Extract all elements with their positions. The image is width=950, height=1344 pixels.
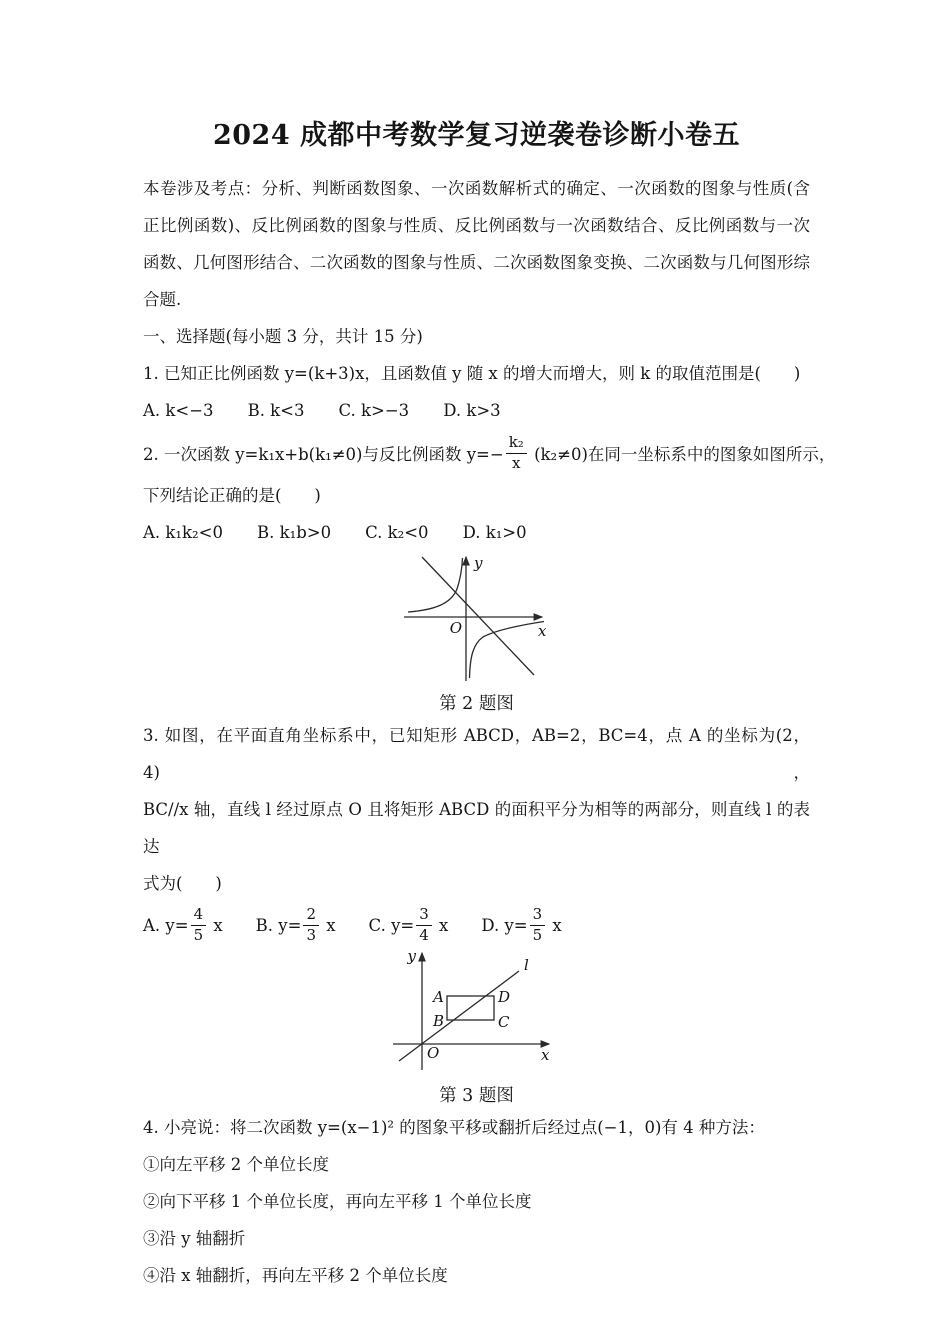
q3-option-a <box>143 905 223 945</box>
q3-option-a-pre: A. y= <box>143 915 189 935</box>
q3-graph <box>389 948 564 1083</box>
line-l-label: l <box>524 956 529 974</box>
q3-options <box>143 902 810 948</box>
q4-method-2: ②向下平移 1 个单位长度，再向左平移 1 个单位长度 <box>143 1192 532 1211</box>
q2-fraction-denominator: x <box>512 453 521 472</box>
q3-option-d-pre: D. y= <box>481 915 528 935</box>
intro-line-4: 合题. <box>143 290 182 309</box>
q1-stem: 1. 已知正比例函数 y=(k+3)x，且函数值 y 随 x 的增大而增大，则 k 的取值范围是( ) <box>143 364 801 383</box>
q3-option-d-denominator: 5 <box>532 925 543 944</box>
q2-fraction <box>506 433 527 473</box>
q3-option-c-post: x <box>433 915 449 935</box>
x-axis-label: x <box>541 1046 550 1064</box>
intro-line-2: 正比例函数)、反比例函数的图象与性质、反比例函数与一次函数结合、反比例函数与一次 <box>143 216 810 235</box>
question-2 <box>143 429 836 717</box>
corner-c-label: C <box>498 1013 510 1031</box>
q3-option-b-numerator: 2 <box>303 905 319 926</box>
q2-option-b: B. k₁b>0 <box>256 523 332 542</box>
linear-function-line <box>422 557 534 675</box>
origin-label: O <box>449 619 462 637</box>
q4-stem: 4. 小亮说：将二次函数 y=(x−1)² 的图象平移或翻折后经过点(−1，0)有 4 种方法： <box>143 1118 765 1137</box>
question-3 <box>143 717 810 1109</box>
question-1 <box>143 355 810 429</box>
q2-options <box>143 514 810 551</box>
origin-label: O <box>427 1044 440 1062</box>
q4-method-3: ③沿 y 轴翻折 <box>143 1229 246 1248</box>
hyperbola-branch-q2-upper <box>408 558 463 612</box>
intro-line-1: 本卷涉及考点：分析、判断函数图象、一次函数解析式的确定、一次函数的图象与性质(含 <box>143 179 810 198</box>
q3-option-a-denominator: 5 <box>193 925 204 944</box>
q1-option-b: B. k<3 <box>247 401 305 420</box>
q2-option-a: A. k₁k₂<0 <box>143 523 223 542</box>
corner-a-label: A <box>433 988 444 1006</box>
q2-stem-suffix: (k₂≠0)在同一坐标系中的图象如图所示， <box>528 445 836 464</box>
q3-option-d-fraction <box>530 905 546 945</box>
q3-option-a-post: x <box>208 915 223 935</box>
q1-option-c: C. k>−3 <box>338 401 410 420</box>
q3-figure-caption: 第 3 题图 <box>439 1086 514 1106</box>
q2-fraction-numerator: k₂ <box>506 433 527 454</box>
q3-option-c-denominator: 4 <box>419 925 429 944</box>
q2-option-c: C. k₂<0 <box>365 523 429 542</box>
q2-figure <box>143 551 810 717</box>
q3-option-c-fraction <box>416 905 432 945</box>
y-axis-label: y <box>407 948 416 965</box>
q3-option-b-pre: B. y= <box>255 915 302 935</box>
q3-option-c <box>369 905 449 945</box>
q3-option-c-pre: C. y= <box>368 915 415 935</box>
q2-stem <box>143 429 836 477</box>
q3-stem-line3: 式为( ) <box>143 874 222 893</box>
q2-stem-prefix: 2. 一次函数 y=k₁x+b(k₁≠0)与反比例函数 y=− <box>143 445 504 464</box>
x-axis-label: x <box>537 622 546 640</box>
corner-d-label: D <box>498 988 511 1006</box>
q2-option-d: D. k₁>0 <box>462 523 527 542</box>
q4-method-1: ①向左平移 2 个单位长度 <box>143 1155 329 1174</box>
hyperbola-branch-q2-lower <box>469 622 544 679</box>
q3-option-d-post: x <box>547 915 562 935</box>
exam-scope-paragraph <box>143 170 810 318</box>
q2-stem-line2: 下列结论正确的是( ) <box>143 486 321 505</box>
q4-method-4: ④沿 x 轴翻折，再向左平移 2 个单位长度 <box>143 1266 448 1285</box>
q3-option-b-fraction <box>303 905 319 945</box>
q3-option-a-fraction <box>191 905 207 945</box>
q3-option-b-post: x <box>320 915 336 935</box>
q1-options <box>143 392 810 429</box>
intro-line-3: 函数、几何图形结合、二次函数的图象与性质、二次函数图象变换、二次函数与几何图形综 <box>143 253 810 272</box>
q1-option-d: D. k>3 <box>443 401 501 420</box>
q3-figure <box>143 948 810 1109</box>
q3-option-a-numerator: 4 <box>191 905 207 926</box>
question-4 <box>143 1109 810 1294</box>
page-title: 2024 成都中考数学复习逆袭卷诊断小卷五 <box>212 120 741 151</box>
q3-option-b <box>256 905 336 945</box>
q3-stem-line1: 3. 如图，在平面直角坐标系中，已知矩形 ABCD，AB=2，BC=4，点 A 的坐标为(2，4)， <box>143 726 810 782</box>
q1-option-a: A. k<−3 <box>143 401 214 420</box>
q3-option-d-numerator: 3 <box>530 905 546 926</box>
q3-stem-line2: BC//x 轴，直线 l 经过原点 O 且将矩形 ABCD 的面积平分为相等的两部分，则直线 l 的表达 <box>143 800 810 856</box>
q3-option-b-denominator: 3 <box>306 925 316 944</box>
y-axis-label: y <box>473 554 482 572</box>
q3-option-d <box>481 905 561 945</box>
q3-option-c-numerator: 3 <box>416 905 432 926</box>
corner-b-label: B <box>432 1012 444 1030</box>
q2-graph <box>394 551 560 691</box>
section-heading: 一、选择题(每小题 3 分，共计 15 分) <box>143 327 423 346</box>
q2-figure-caption: 第 2 题图 <box>439 694 514 714</box>
